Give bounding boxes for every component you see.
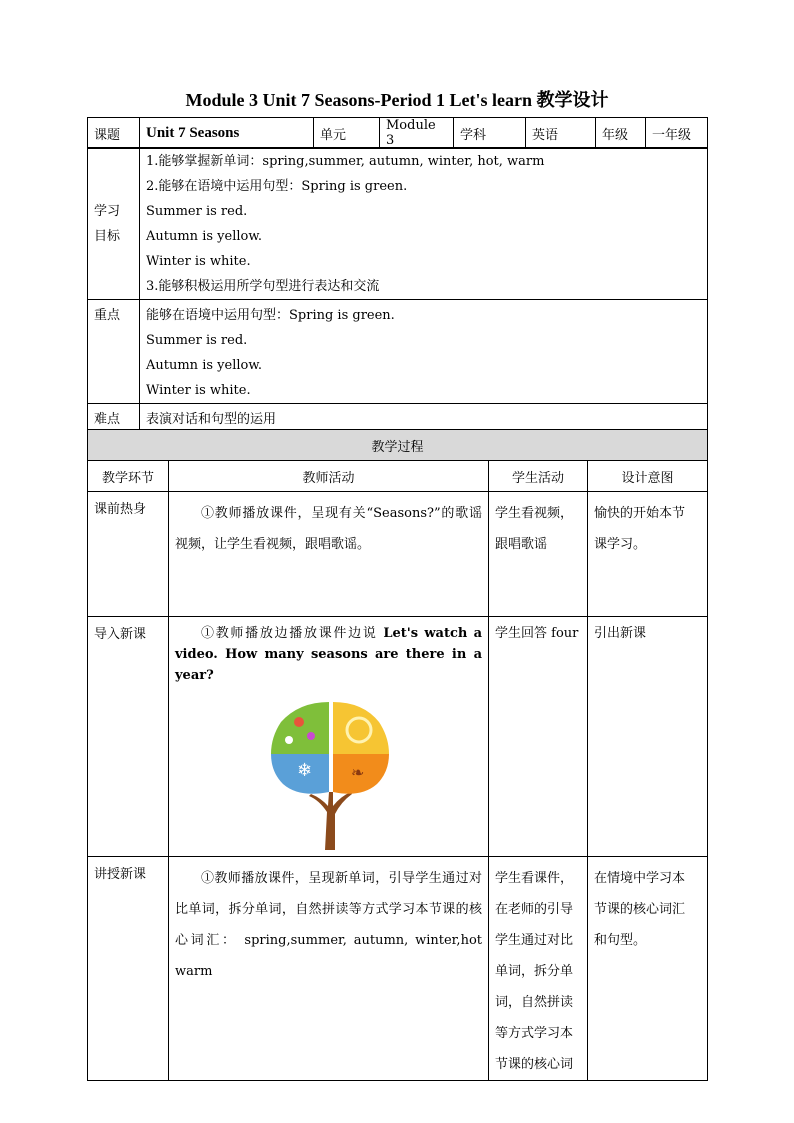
unit-value: Module 3 [380,118,454,149]
student-activity-line: 学生回答 four [495,626,579,641]
student-activity-line: 词，自然拼读 [495,995,574,1010]
student-activity-line: 学生看视频， [495,506,574,521]
column-header-stage: 教学环节 [88,461,169,492]
process-table [87,429,708,1081]
objectives-label-2: 目标 [94,228,121,244]
teacher-activity-text: ①教师播放课件，呈现有关“Seasons?”的歌谣视频，让学生看视频，跟唱歌谣。 [175,506,482,552]
key-point-line: 能够在语境中运用句型：Spring is green. [146,308,395,323]
key-points-content [140,300,708,404]
intent-line: 在情境中学习本 [594,871,686,886]
student-activity-line: 在老师的引导 [495,902,574,917]
teacher-activity-cell [169,617,489,857]
svg-text:❧: ❧ [350,763,364,782]
student-activity-cell [489,617,588,857]
difficulties-label: 难点 [88,404,140,431]
key-point-line: Winter is white. [146,383,251,398]
objective-line: 3.能够积极运用所学句型进行表达和交流 [146,278,380,294]
objectives-table [87,147,708,431]
table-row [88,617,708,857]
teacher-activity-bold: Let's watch a video. How many seasons are there in a year? [175,626,482,683]
document-title: Module 3 Unit 7 Seasons-Period 1 Let's learn 教学设计 [185,90,609,110]
topic-value: Unit 7 Seasons [140,118,314,149]
objectives-label-cell [88,148,140,300]
topic-label: 课题 [88,118,140,149]
student-activity-cell [489,857,588,1081]
key-points-label [88,300,140,404]
grade-value: 一年级 [646,118,708,149]
column-header-student: 学生活动 [489,461,588,492]
objective-line: Autumn is yellow. [146,228,263,244]
student-activity-line: 节课的核心词 [495,1057,574,1072]
stage-cell: 导入新课 [88,617,169,857]
intent-line: 和句型。 [594,933,647,948]
objective-line: 2.能够在语境中运用句型：Spring is green. [146,178,408,194]
table-row [88,492,708,617]
unit-label: 单元 [314,118,380,149]
objectives-content [140,148,708,300]
svg-text:❄: ❄ [296,760,312,781]
intent-line: 引出新课 [594,626,647,641]
intent-line: 节课的核心词汇 [594,902,686,917]
seasons-tree-illustration [175,686,482,856]
objective-line: Summer is red. [146,203,248,219]
objective-line: Winter is white. [146,253,251,269]
seasons-tree-icon [259,692,399,852]
student-activity-line: 等方式学习本 [495,1026,574,1041]
student-activity-line: 学生通过对比 [495,933,574,948]
grade-label: 年级 [596,118,646,149]
stage-cell: 课前热身 [88,492,169,617]
stage-cell: 讲授新课 [88,857,169,1081]
student-activity-cell [489,492,588,617]
teacher-activity-cell [169,492,489,617]
intent-cell [588,857,708,1081]
student-activity-line: 跟唱歌谣 [495,537,548,552]
student-activity-line: 单词，拆分单 [495,964,574,979]
subject-label: 学科 [454,118,526,149]
key-points-label-text: 重点 [94,308,121,323]
intent-cell [588,492,708,617]
column-header-teacher: 教师活动 [169,461,489,492]
intent-cell [588,617,708,857]
student-activity-line: 学生看课件， [495,871,574,886]
teacher-activity-cell [169,857,489,1081]
intent-line: 课学习。 [594,537,647,552]
key-point-line: Autumn is yellow. [146,358,263,373]
process-header: 教学过程 [88,430,708,461]
difficulties-content: 表演对话和句型的运用 [140,404,708,431]
intent-line: 愉快的开始本节 [594,506,686,521]
table-row [88,857,708,1081]
teacher-activity-text [175,623,482,686]
info-table [87,117,708,149]
teacher-activity-text: ①教师播放课件，呈现新单词，引导学生通过对比单词，拆分单词，自然拼读等方式学习本节课的核心词汇： spring,summer, autumn, winter,hot warm [175,871,482,979]
column-header-intent: 设计意图 [588,461,708,492]
objectives-label-1: 学习 [94,203,121,219]
key-point-line: Summer is red. [146,333,248,348]
subject-value: 英语 [526,118,596,149]
objective-line: 1.能够掌握新单词：spring,summer, autumn, winter, hot, warm [146,153,545,169]
teacher-activity-plain: ①教师播放边播放课件边说 [201,626,384,641]
